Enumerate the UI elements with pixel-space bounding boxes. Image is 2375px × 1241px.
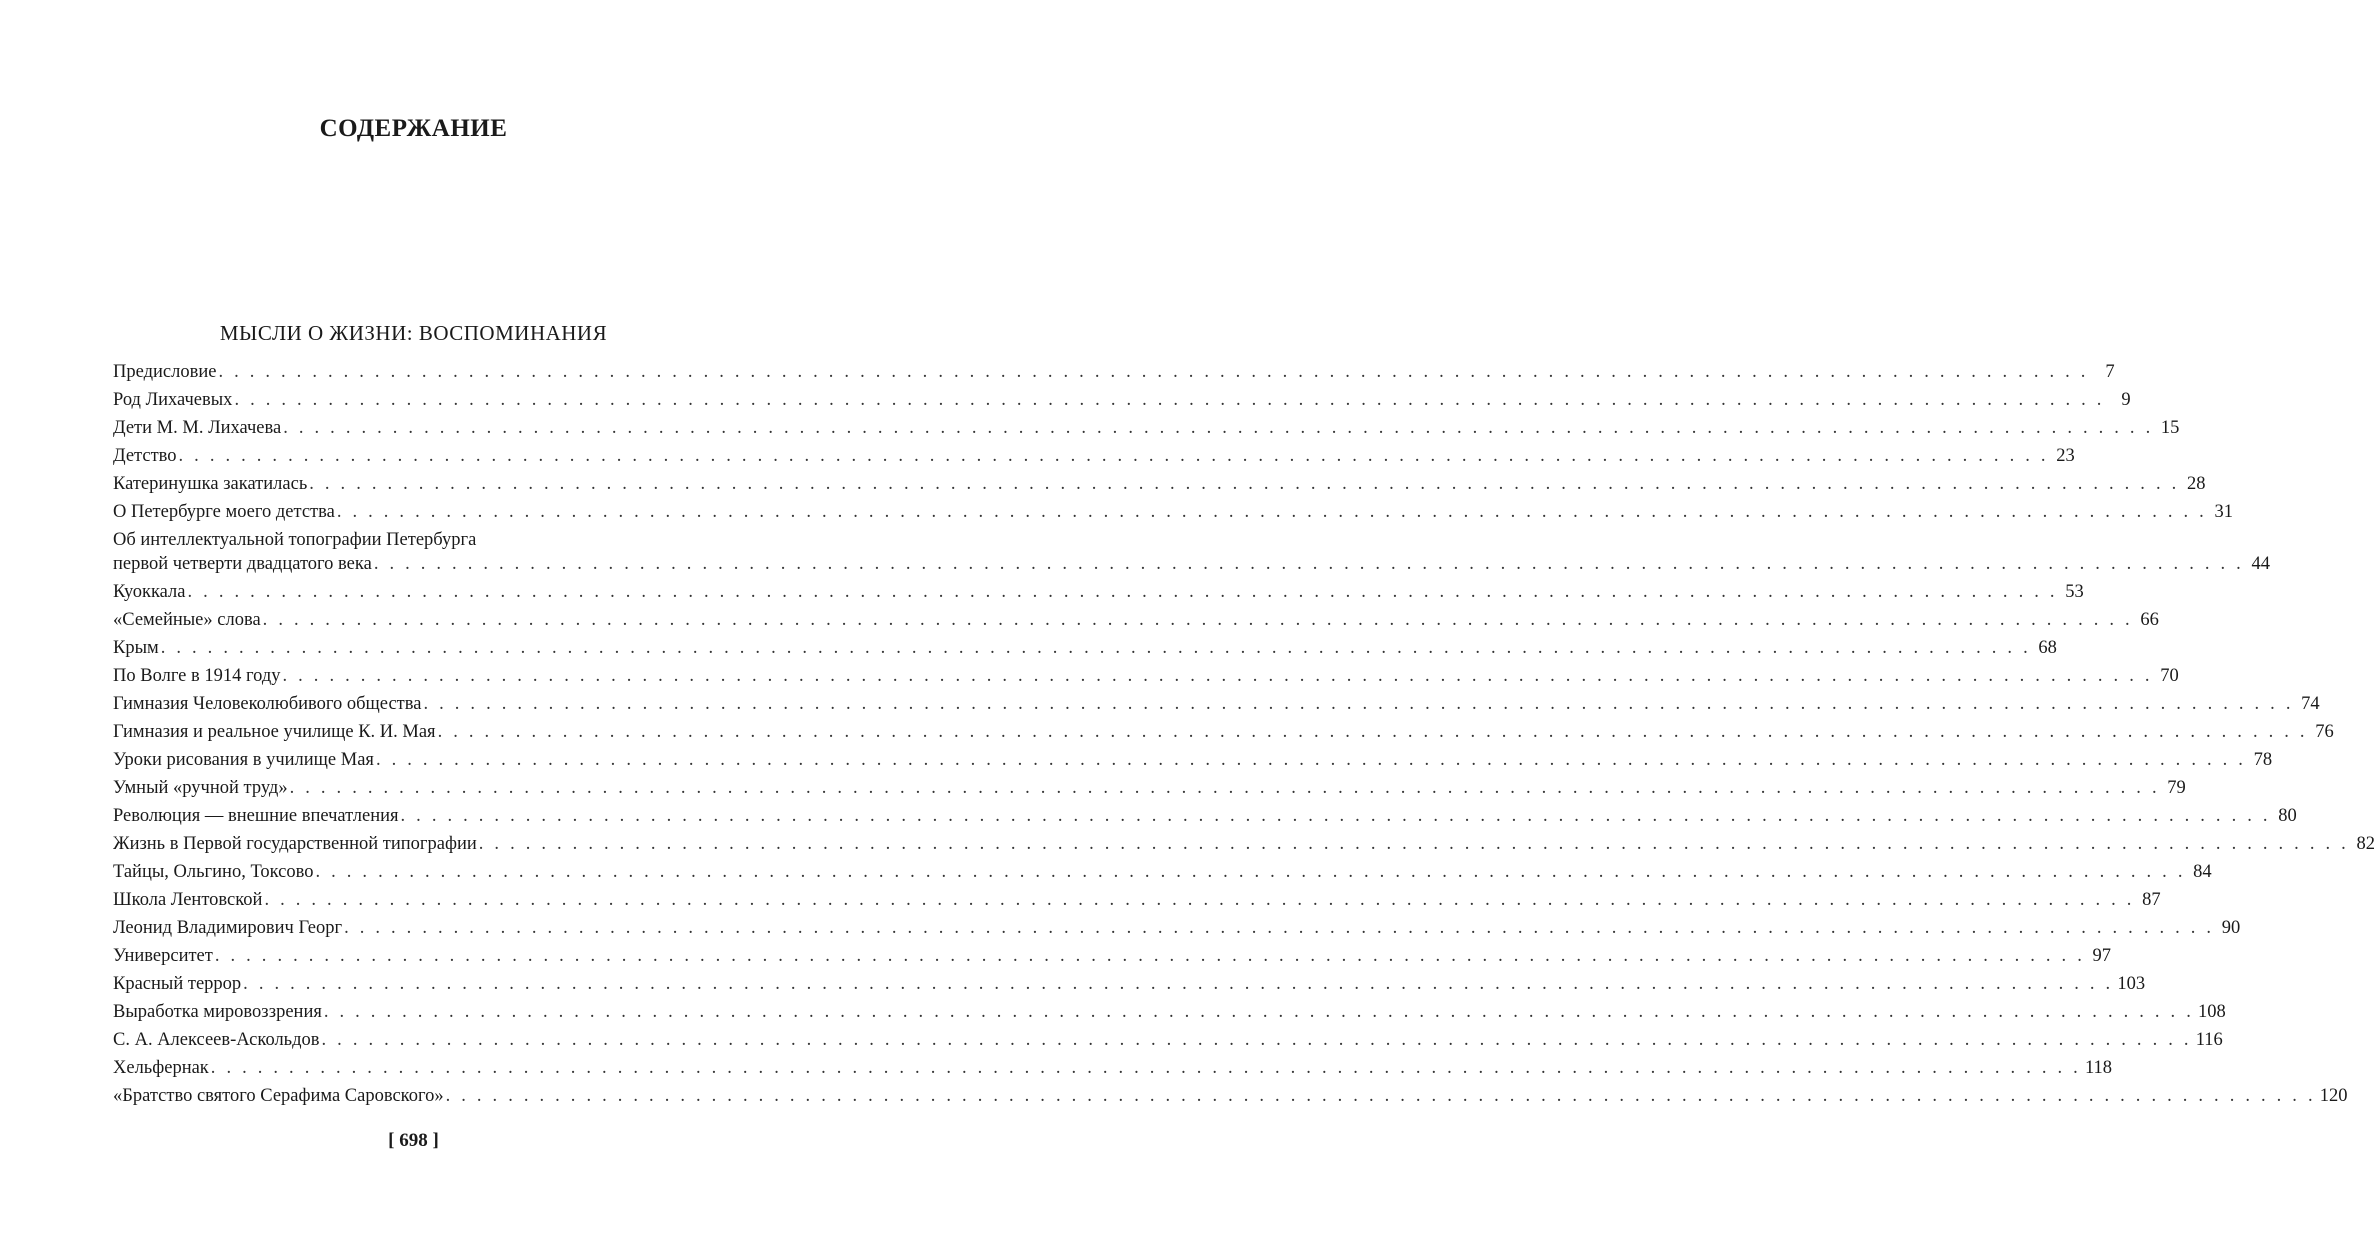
toc-entry-title: Предисловие: [113, 362, 217, 382]
toc-entry-title: Катеринушка закатилась: [113, 474, 308, 494]
page-title: СОДЕРЖАНИЕ: [319, 115, 508, 142]
toc-entry-title: С. А. Алексеев-Аскольдов: [113, 1030, 320, 1050]
toc-entry: [113, 662, 2179, 690]
toc-entry: [113, 718, 2334, 746]
toc-entry-title: «Семейные» слова: [113, 610, 261, 630]
page-number: [ 698 ]: [388, 1130, 439, 1151]
toc-entry-title: Революция — внешние впечатления: [113, 806, 399, 826]
toc-entry-title: первой четверти двадцатого века: [113, 554, 372, 574]
toc-entry-title: Школа Лентовской: [113, 890, 263, 910]
toc-entry-title: Выработка мировоззрения: [113, 1002, 322, 1022]
toc-entry: [113, 498, 2234, 526]
toc-entry: [113, 358, 2115, 386]
toc-entry: [113, 858, 2212, 886]
toc-entry: [113, 386, 2131, 414]
toc-entry: [113, 1026, 2223, 1054]
dot-leader: . . . . . . . . . . . . . . . . . . . . . . . . . . . . . . . . . . . . . . . . . . . . . . . . . . . . . . . . . . . . . . . . . . . . . . . . . . . . . . . . . . . . . . . . . . . . . . . . . . . . . . . . . . . . . . . . . . . . . . . .: [210, 1058, 2081, 1078]
dot-leader: . . . . . . . . . . . . . . . . . . . . . . . . . . . . . . . . . . . . . . . . . . . . . . . . . . . . . . . . . . . . . . . . . . . . . . . . . . . . . . . . . . . . . . . . . . . . . . . . . . . . . . . . . . . . . . . . . . . . . . . .: [262, 610, 2133, 630]
toc-entry-title: Род Лихачевых: [113, 390, 233, 410]
toc-entry-title: Гимназия и реальное училище К. И. Мая: [113, 722, 436, 742]
dot-leader: . . . . . . . . . . . . . . . . . . . . . . . . . . . . . . . . . . . . . . . . . . . . . . . . . . . . . . . . . . . . . . . . . . . . . . . . . . . . . . . . . . . . . . . . . . . . . . . . . . . . . . . . . . . . . . . . . . . . . . . .: [234, 390, 2105, 410]
toc-entry-title: О Петербурге моего детства: [113, 502, 335, 522]
dot-leader: . . . . . . . . . . . . . . . . . . . . . . . . . . . . . . . . . . . . . . . . . . . . . . . . . . . . . . . . . . . . . . . . . . . . . . . . . . . . . . . . . . . . . . . . . . . . . . . . . . . . . . . . . . . . . . . . . . . . . . . .: [218, 362, 2089, 382]
toc-entry-page: 70: [2160, 666, 2179, 686]
toc-entry-title: Детство: [113, 446, 177, 466]
toc-entry: [113, 886, 2161, 914]
table-of-contents: [113, 358, 2375, 1110]
toc-entry-title: «Братство святого Серафима Саровского»: [113, 1086, 444, 1106]
toc-entry: [113, 802, 2297, 830]
toc-entry-page: 84: [2193, 862, 2212, 882]
toc-entry-page: 66: [2140, 610, 2159, 630]
toc-entry-title: Красный террор: [113, 974, 242, 994]
dot-leader: . . . . . . . . . . . . . . . . . . . . . . . . . . . . . . . . . . . . . . . . . . . . . . . . . . . . . . . . . . . . . . . . . . . . . . . . . . . . . . . . . . . . . . . . . . . . . . . . . . . . . . . . . . . . . . . . . . . . . . . .: [282, 666, 2153, 686]
toc-entry-page: 108: [2198, 1002, 2226, 1022]
toc-entry-page: 68: [2038, 638, 2057, 658]
toc-entry-title: Умный «ручной труд»: [113, 778, 288, 798]
toc-entry: [113, 690, 2320, 718]
dot-leader: . . . . . . . . . . . . . . . . . . . . . . . . . . . . . . . . . . . . . . . . . . . . . . . . . . . . . . . . . . . . . . . . . . . . . . . . . . . . . . . . . . . . . . . . . . . . . . . . . . . . . . . . . . . . . . . . . . . . . . . .: [289, 778, 2160, 798]
toc-entry: [113, 1054, 2113, 1082]
toc-entry: [113, 526, 2270, 578]
dot-leader: . . . . . . . . . . . . . . . . . . . . . . . . . . . . . . . . . . . . . . . . . . . . . . . . . . . . . . . . . . . . . . . . . . . . . . . . . . . . . . . . . . . . . . . . . . . . . . . . . . . . . . . . . . . . . . . . . . . . . . . .: [400, 806, 2271, 826]
dot-leader: . . . . . . . . . . . . . . . . . . . . . . . . . . . . . . . . . . . . . . . . . . . . . . . . . . . . . . . . . . . . . . . . . . . . . . . . . . . . . . . . . . . . . . . . . . . . . . . . . . . . . . . . . . . . . . . . . . . . . . . .: [283, 418, 2154, 438]
toc-entry-title-line1: Об интеллектуальной топографии Петербурга: [113, 530, 477, 550]
toc-entry-page: 31: [2214, 502, 2234, 522]
toc-entry-page: 118: [2084, 1058, 2113, 1078]
toc-entry-page: 44: [2251, 554, 2270, 574]
toc-entry-page: 103: [2117, 974, 2146, 994]
toc-entry: [113, 746, 2273, 774]
toc-entry: [113, 606, 2159, 634]
dot-leader: . . . . . . . . . . . . . . . . . . . . . . . . . . . . . . . . . . . . . . . . . . . . . . . . . . . . . . . . . . . . . . . . . . . . . . . . . . . . . . . . . . . . . . . . . . . . . . . . . . . . . . . . . . . . . . . . . . . . . . . .: [187, 582, 2058, 602]
dot-leader: . . . . . . . . . . . . . . . . . . . . . . . . . . . . . . . . . . . . . . . . . . . . . . . . . . . . . . . . . . . . . . . . . . . . . . . . . . . . . . . . . . . . . . . . . . . . . . . . . . . . . . . . . . . . . . . . . . . . . . . .: [478, 834, 2349, 854]
dot-leader: . . . . . . . . . . . . . . . . . . . . . . . . . . . . . . . . . . . . . . . . . . . . . . . . . . . . . . . . . . . . . . . . . . . . . . . . . . . . . . . . . . . . . . . . . . . . . . . . . . . . . . . . . . . . . . . . . . . . . . . .: [445, 1086, 2316, 1106]
toc-entry-page: 15: [2160, 418, 2180, 438]
dot-leader: . . . . . . . . . . . . . . . . . . . . . . . . . . . . . . . . . . . . . . . . . . . . . . . . . . . . . . . . . . . . . . . . . . . . . . . . . . . . . . . . . . . . . . . . . . . . . . . . . . . . . . . . . . . . . . . . . . . . . . . .: [437, 722, 2308, 742]
toc-entry-title: Леонид Владимирович Георг: [113, 918, 343, 938]
toc-entry: [113, 1082, 2348, 1110]
toc-entry: [113, 578, 2084, 606]
dot-leader: . . . . . . . . . . . . . . . . . . . . . . . . . . . . . . . . . . . . . . . . . . . . . . . . . . . . . . . . . . . . . . . . . . . . . . . . . . . . . . . . . . . . . . . . . . . . . . . . . . . . . . . . . . . . . . . . . . . . . . . .: [178, 446, 2049, 466]
toc-entry-page: 97: [2092, 946, 2112, 966]
dot-leader: . . . . . . . . . . . . . . . . . . . . . . . . . . . . . . . . . . . . . . . . . . . . . . . . . . . . . . . . . . . . . . . . . . . . . . . . . . . . . . . . . . . . . . . . . . . . . . . . . . . . . . . . . . . . . . . . . . . . . . . .: [323, 1002, 2195, 1022]
toc-entry: [113, 414, 2180, 442]
toc-entry-page: 120: [2319, 1086, 2348, 1106]
dot-leader: . . . . . . . . . . . . . . . . . . . . . . . . . . . . . . . . . . . . . . . . . . . . . . . . . . . . . . . . . . . . . . . . . . . . . . . . . . . . . . . . . . . . . . . . . . . . . . . . . . . . . . . . . . . . . . . . . . . . . . . .: [375, 750, 2247, 770]
toc-entry-page: 7: [2105, 362, 2115, 382]
toc-entry-page: 79: [2167, 778, 2186, 798]
toc-entry-page: 87: [2142, 890, 2161, 910]
toc-entry-page: 82: [2356, 834, 2375, 854]
dot-leader: . . . . . . . . . . . . . . . . . . . . . . . . . . . . . . . . . . . . . . . . . . . . . . . . . . . . . . . . . . . . . . . . . . . . . . . . . . . . . . . . . . . . . . . . . . . . . . . . . . . . . . . . . . . . . . . . . . . . . . . .: [264, 890, 2135, 910]
toc-entry: [113, 774, 2186, 802]
toc-entry-page: 76: [2315, 722, 2334, 742]
toc-entry-title: Тайцы, Ольгино, Токсово: [113, 862, 314, 882]
dot-leader: . . . . . . . . . . . . . . . . . . . . . . . . . . . . . . . . . . . . . . . . . . . . . . . . . . . . . . . . . . . . . . . . . . . . . . . . . . . . . . . . . . . . . . . . . . . . . . . . . . . . . . . . . . . . . . . . . . . . . . . .: [309, 474, 2180, 494]
toc-entry-title: Жизнь в Первой государственной типографии: [113, 834, 477, 854]
dot-leader: . . . . . . . . . . . . . . . . . . . . . . . . . . . . . . . . . . . . . . . . . . . . . . . . . . . . . . . . . . . . . . . . . . . . . . . . . . . . . . . . . . . . . . . . . . . . . . . . . . . . . . . . . . . . . . . . . . . . . . . .: [423, 694, 2294, 714]
toc-entry: [113, 942, 2112, 970]
toc-entry-title: Хельфернак: [113, 1058, 209, 1078]
dot-leader: . . . . . . . . . . . . . . . . . . . . . . . . . . . . . . . . . . . . . . . . . . . . . . . . . . . . . . . . . . . . . . . . . . . . . . . . . . . . . . . . . . . . . . . . . . . . . . . . . . . . . . . . . . . . . . . . . . . . . . . .: [373, 554, 2244, 574]
toc-entry-page: 116: [2195, 1030, 2223, 1050]
toc-entry-page: 23: [2056, 446, 2075, 466]
toc-entry-title: Университет: [113, 946, 213, 966]
dot-leader: . . . . . . . . . . . . . . . . . . . . . . . . . . . . . . . . . . . . . . . . . . . . . . . . . . . . . . . . . . . . . . . . . . . . . . . . . . . . . . . . . . . . . . . . . . . . . . . . . . . . . . . . . . . . . . . . . . . . . . . .: [214, 946, 2086, 966]
toc-entry-page: 80: [2278, 806, 2297, 826]
dot-leader: . . . . . . . . . . . . . . . . . . . . . . . . . . . . . . . . . . . . . . . . . . . . . . . . . . . . . . . . . . . . . . . . . . . . . . . . . . . . . . . . . . . . . . . . . . . . . . . . . . . . . . . . . . . . . . . . . . . . . . . .: [344, 918, 2215, 938]
dot-leader: . . . . . . . . . . . . . . . . . . . . . . . . . . . . . . . . . . . . . . . . . . . . . . . . . . . . . . . . . . . . . . . . . . . . . . . . . . . . . . . . . . . . . . . . . . . . . . . . . . . . . . . . . . . . . . . . . . . . . . . .: [336, 502, 2208, 522]
dot-leader: . . . . . . . . . . . . . . . . . . . . . . . . . . . . . . . . . . . . . . . . . . . . . . . . . . . . . . . . . . . . . . . . . . . . . . . . . . . . . . . . . . . . . . . . . . . . . . . . . . . . . . . . . . . . . . . . . . . . . . . .: [321, 1030, 2192, 1050]
toc-entry-title: Уроки рисования в училище Мая: [113, 750, 374, 770]
dot-leader: . . . . . . . . . . . . . . . . . . . . . . . . . . . . . . . . . . . . . . . . . . . . . . . . . . . . . . . . . . . . . . . . . . . . . . . . . . . . . . . . . . . . . . . . . . . . . . . . . . . . . . . . . . . . . . . . . . . . . . . .: [160, 638, 2031, 658]
dot-leader: . . . . . . . . . . . . . . . . . . . . . . . . . . . . . . . . . . . . . . . . . . . . . . . . . . . . . . . . . . . . . . . . . . . . . . . . . . . . . . . . . . . . . . . . . . . . . . . . . . . . . . . . . . . . . . . . . . . . . . . .: [243, 974, 2114, 994]
section-title: МЫСЛИ О ЖИЗНИ: ВОСПОМИНАНИЯ: [219, 321, 608, 345]
toc-entry: [113, 998, 2226, 1026]
toc-entry: [113, 970, 2146, 998]
toc-entry-title: По Волге в 1914 году: [113, 666, 281, 686]
toc-entry-title: Крым: [113, 638, 159, 658]
toc-entry-page: 90: [2221, 918, 2241, 938]
toc-entry-title: Дети М. М. Лихачева: [113, 418, 282, 438]
toc-entry-title: Гимназия Человеколюбивого общества: [113, 694, 422, 714]
toc-entry-page: 53: [2065, 582, 2084, 602]
toc-entry: [113, 442, 2075, 470]
toc-entry-page: 9: [2121, 390, 2131, 410]
toc-entry: [113, 914, 2241, 942]
toc-entry: [113, 470, 2206, 498]
toc-entry: [113, 634, 2057, 662]
toc-entry-page: 78: [2253, 750, 2273, 770]
dot-leader: . . . . . . . . . . . . . . . . . . . . . . . . . . . . . . . . . . . . . . . . . . . . . . . . . . . . . . . . . . . . . . . . . . . . . . . . . . . . . . . . . . . . . . . . . . . . . . . . . . . . . . . . . . . . . . . . . . . . . . . .: [315, 862, 2186, 882]
toc-entry-page: 28: [2186, 474, 2206, 494]
toc-entry: [113, 830, 2375, 858]
toc-entry-title: Куоккала: [113, 582, 186, 602]
toc-entry-page: 74: [2301, 694, 2320, 714]
